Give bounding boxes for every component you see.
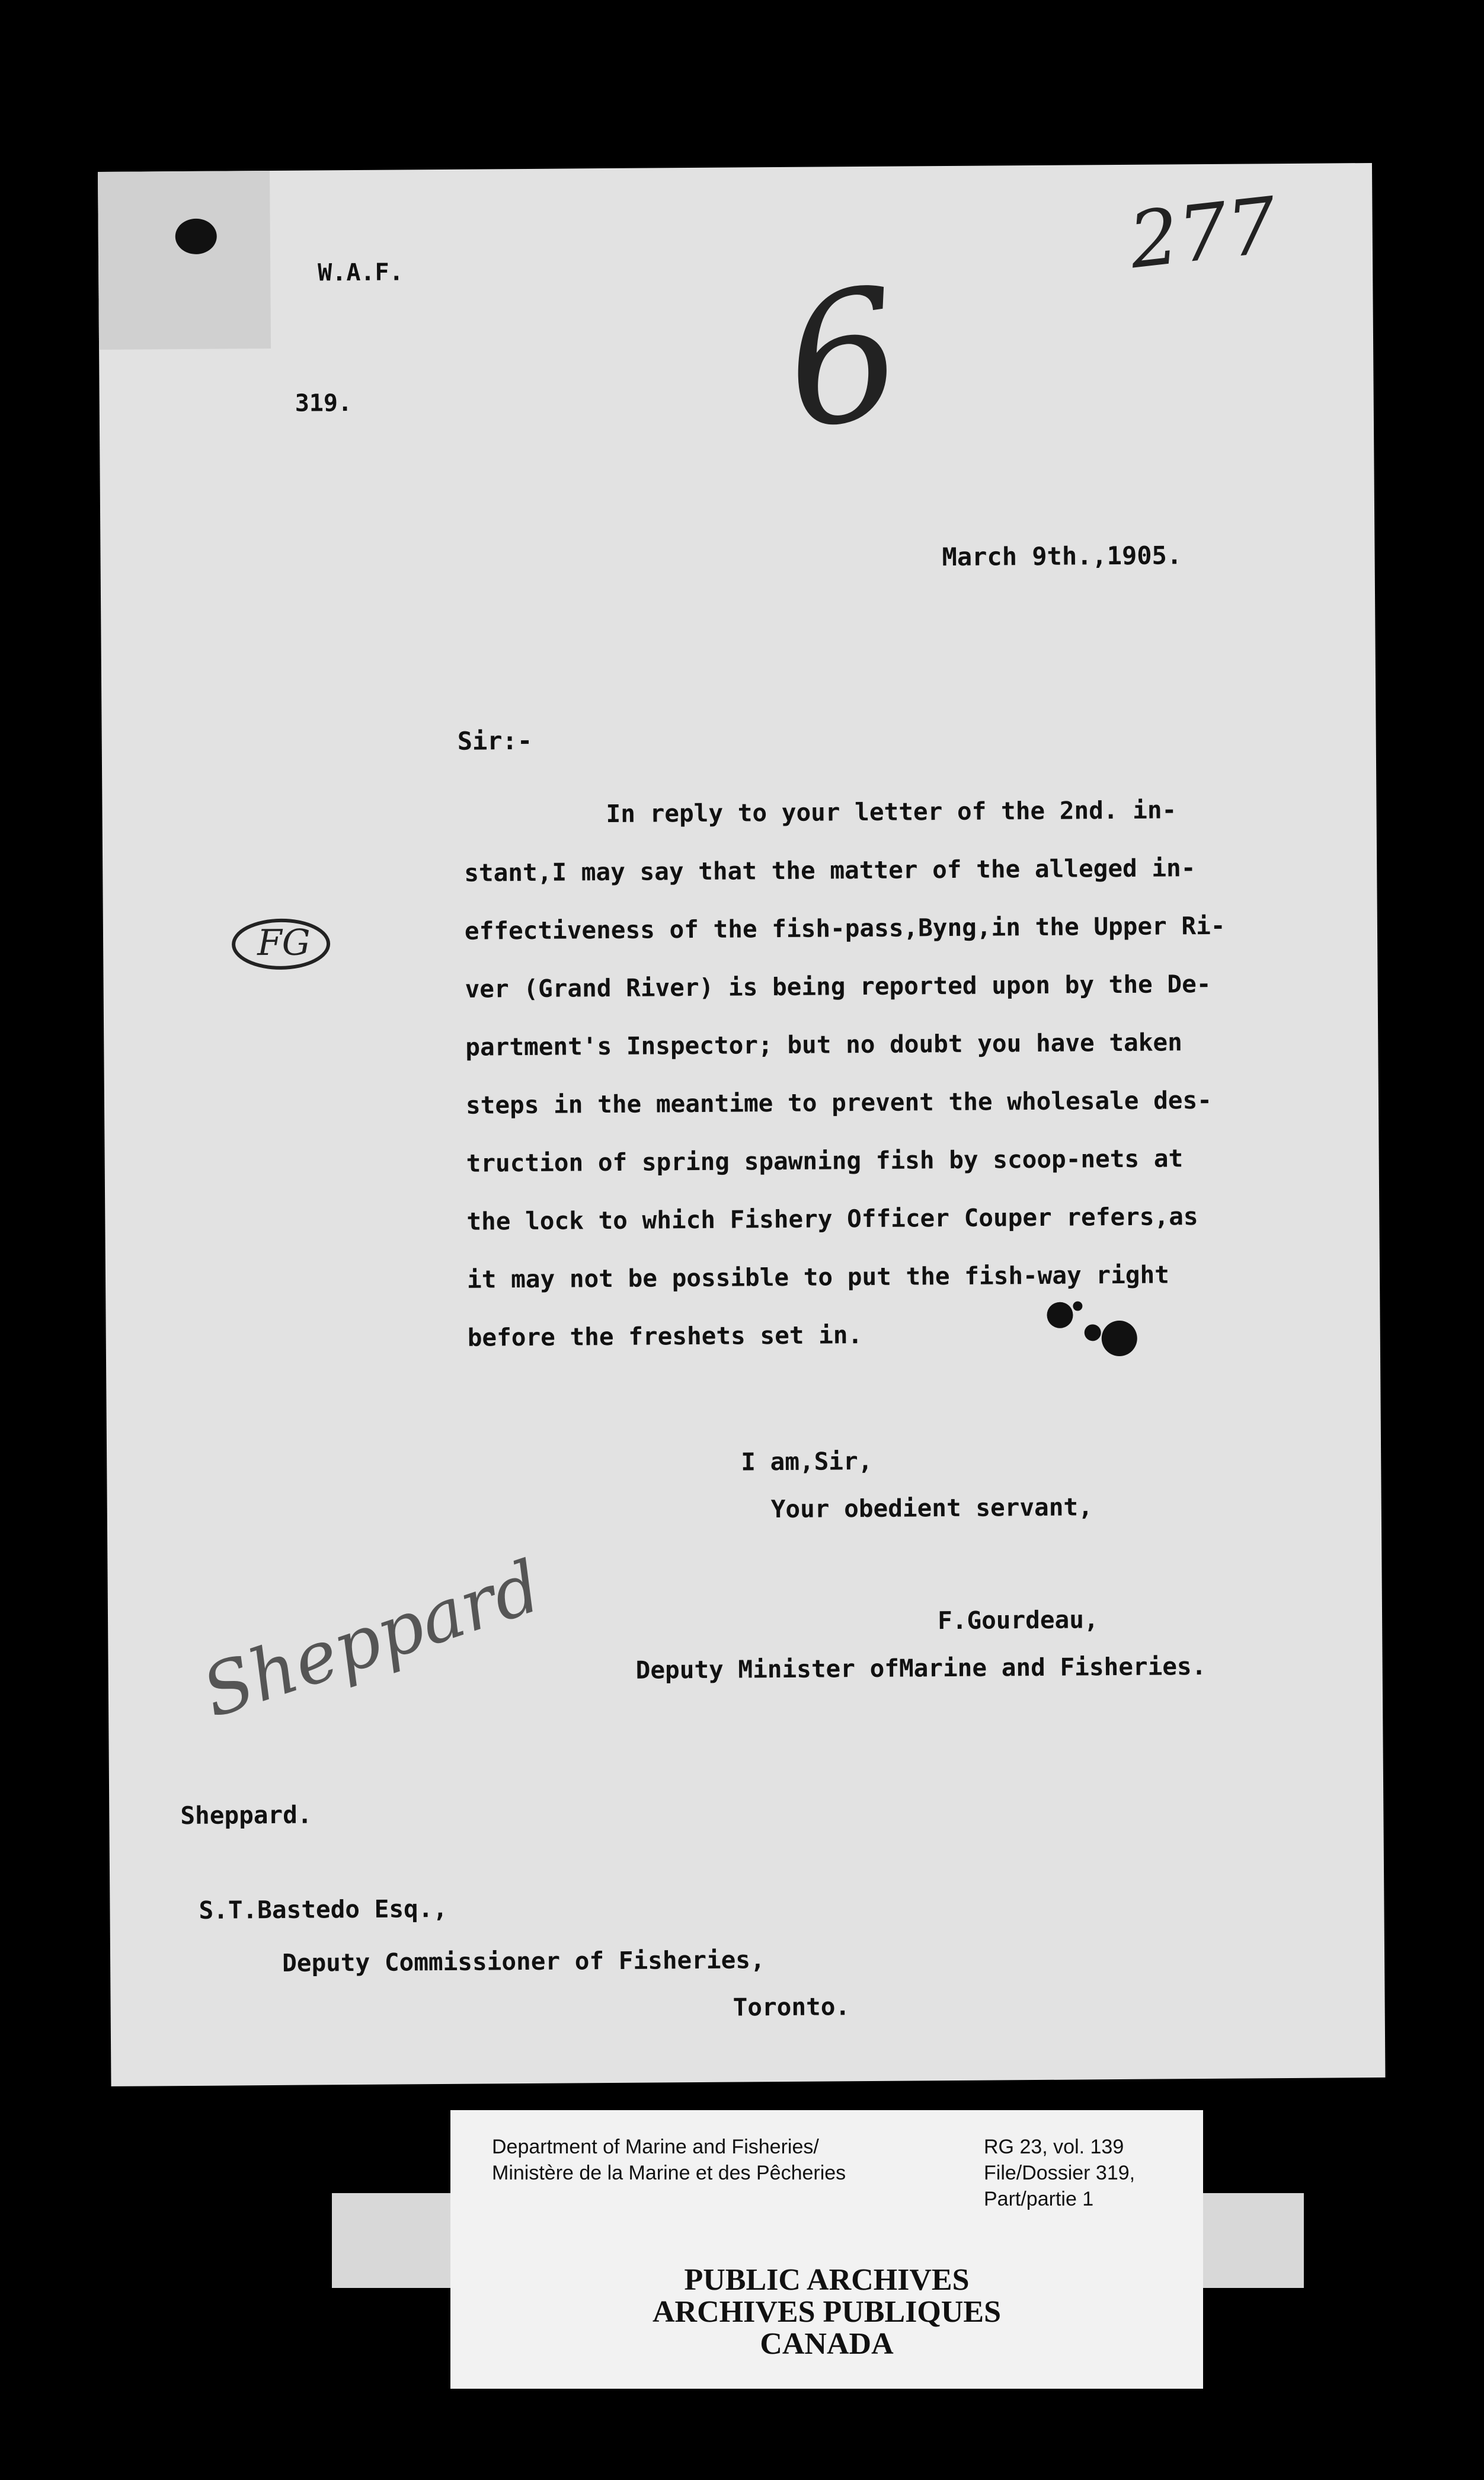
body-line: it may not be possible to put the fish-way right — [466, 1260, 1170, 1294]
stamp-line: PUBLIC ARCHIVES — [684, 2263, 970, 2297]
recipient-name: S.T.Bastedo Esq., — [199, 1894, 448, 1925]
body-line: before the freshets set in. — [467, 1321, 863, 1352]
body-line: the lock to which Fishery Officer Couper refers,as — [466, 1202, 1198, 1236]
recipient-title: Deputy Commissioner of Fisheries, — [282, 1945, 765, 1977]
body-line: effectiveness of the fish-pass,Byng,in the Upper Ri- — [464, 911, 1226, 945]
folio-number: 277 — [1125, 180, 1281, 286]
file-number: 319. — [295, 389, 353, 417]
recipient-city: Toronto. — [733, 1992, 850, 2022]
punch-hole — [175, 219, 217, 254]
body-line: truction of spring spawning fish by scoop-nets at — [466, 1144, 1184, 1178]
initials-stamp — [228, 911, 335, 986]
stamp-line: CANADA — [760, 2327, 894, 2361]
margin-signature: Sheppard — [193, 1545, 551, 1734]
part-reference: Part/partie 1 — [984, 2188, 1094, 2210]
signatory-title: Deputy Minister ofMarine and Fisheries. — [635, 1652, 1207, 1685]
body-line: steps in the meantime to prevent the wholesale des- — [465, 1085, 1213, 1120]
department-fr: Ministère de la Marine et des Pêcheries — [492, 2162, 846, 2184]
file-reference: File/Dossier 319, — [984, 2162, 1136, 2184]
initials-text: FG — [257, 922, 311, 964]
letter-sheet — [98, 163, 1385, 2086]
department-en: Department of Marine and Fisheries/ — [492, 2136, 819, 2158]
stamp-line: ARCHIVES PUBLIQUES — [652, 2295, 1002, 2329]
archive-label-department — [492, 2134, 846, 2186]
record-group: RG 23, vol. 139 — [984, 2136, 1124, 2158]
handwritten-mark: 6 — [772, 248, 914, 470]
closing-line: I am,Sir, — [741, 1446, 873, 1477]
salutation: Sir:- — [457, 726, 533, 756]
archive-stamp — [450, 2246, 1203, 2389]
letter-date: March 9th.,1905. — [942, 541, 1182, 572]
ink-blot-icon — [1042, 1291, 1143, 1363]
closing-line: Your obedient servant, — [770, 1493, 1093, 1524]
archive-label-reference — [984, 2134, 1135, 2212]
reference-initials: W.A.F. — [318, 258, 404, 287]
carbon-copy: Sheppard. — [180, 1800, 312, 1830]
body-line: In reply to your letter of the 2nd. in- — [606, 795, 1177, 829]
archive-label — [450, 2110, 1203, 2246]
body-line: stant,I may say that the matter of the alleged in- — [464, 854, 1196, 887]
letter-body — [463, 779, 1357, 1366]
signatory-name: F.Gourdeau, — [937, 1605, 1099, 1635]
archive-stamp-text — [450, 2264, 1203, 2360]
body-line: partment's Inspector; but no doubt you have taken — [465, 1028, 1182, 1062]
body-line: ver (Grand River) is being reported upon by the De- — [465, 969, 1211, 1003]
